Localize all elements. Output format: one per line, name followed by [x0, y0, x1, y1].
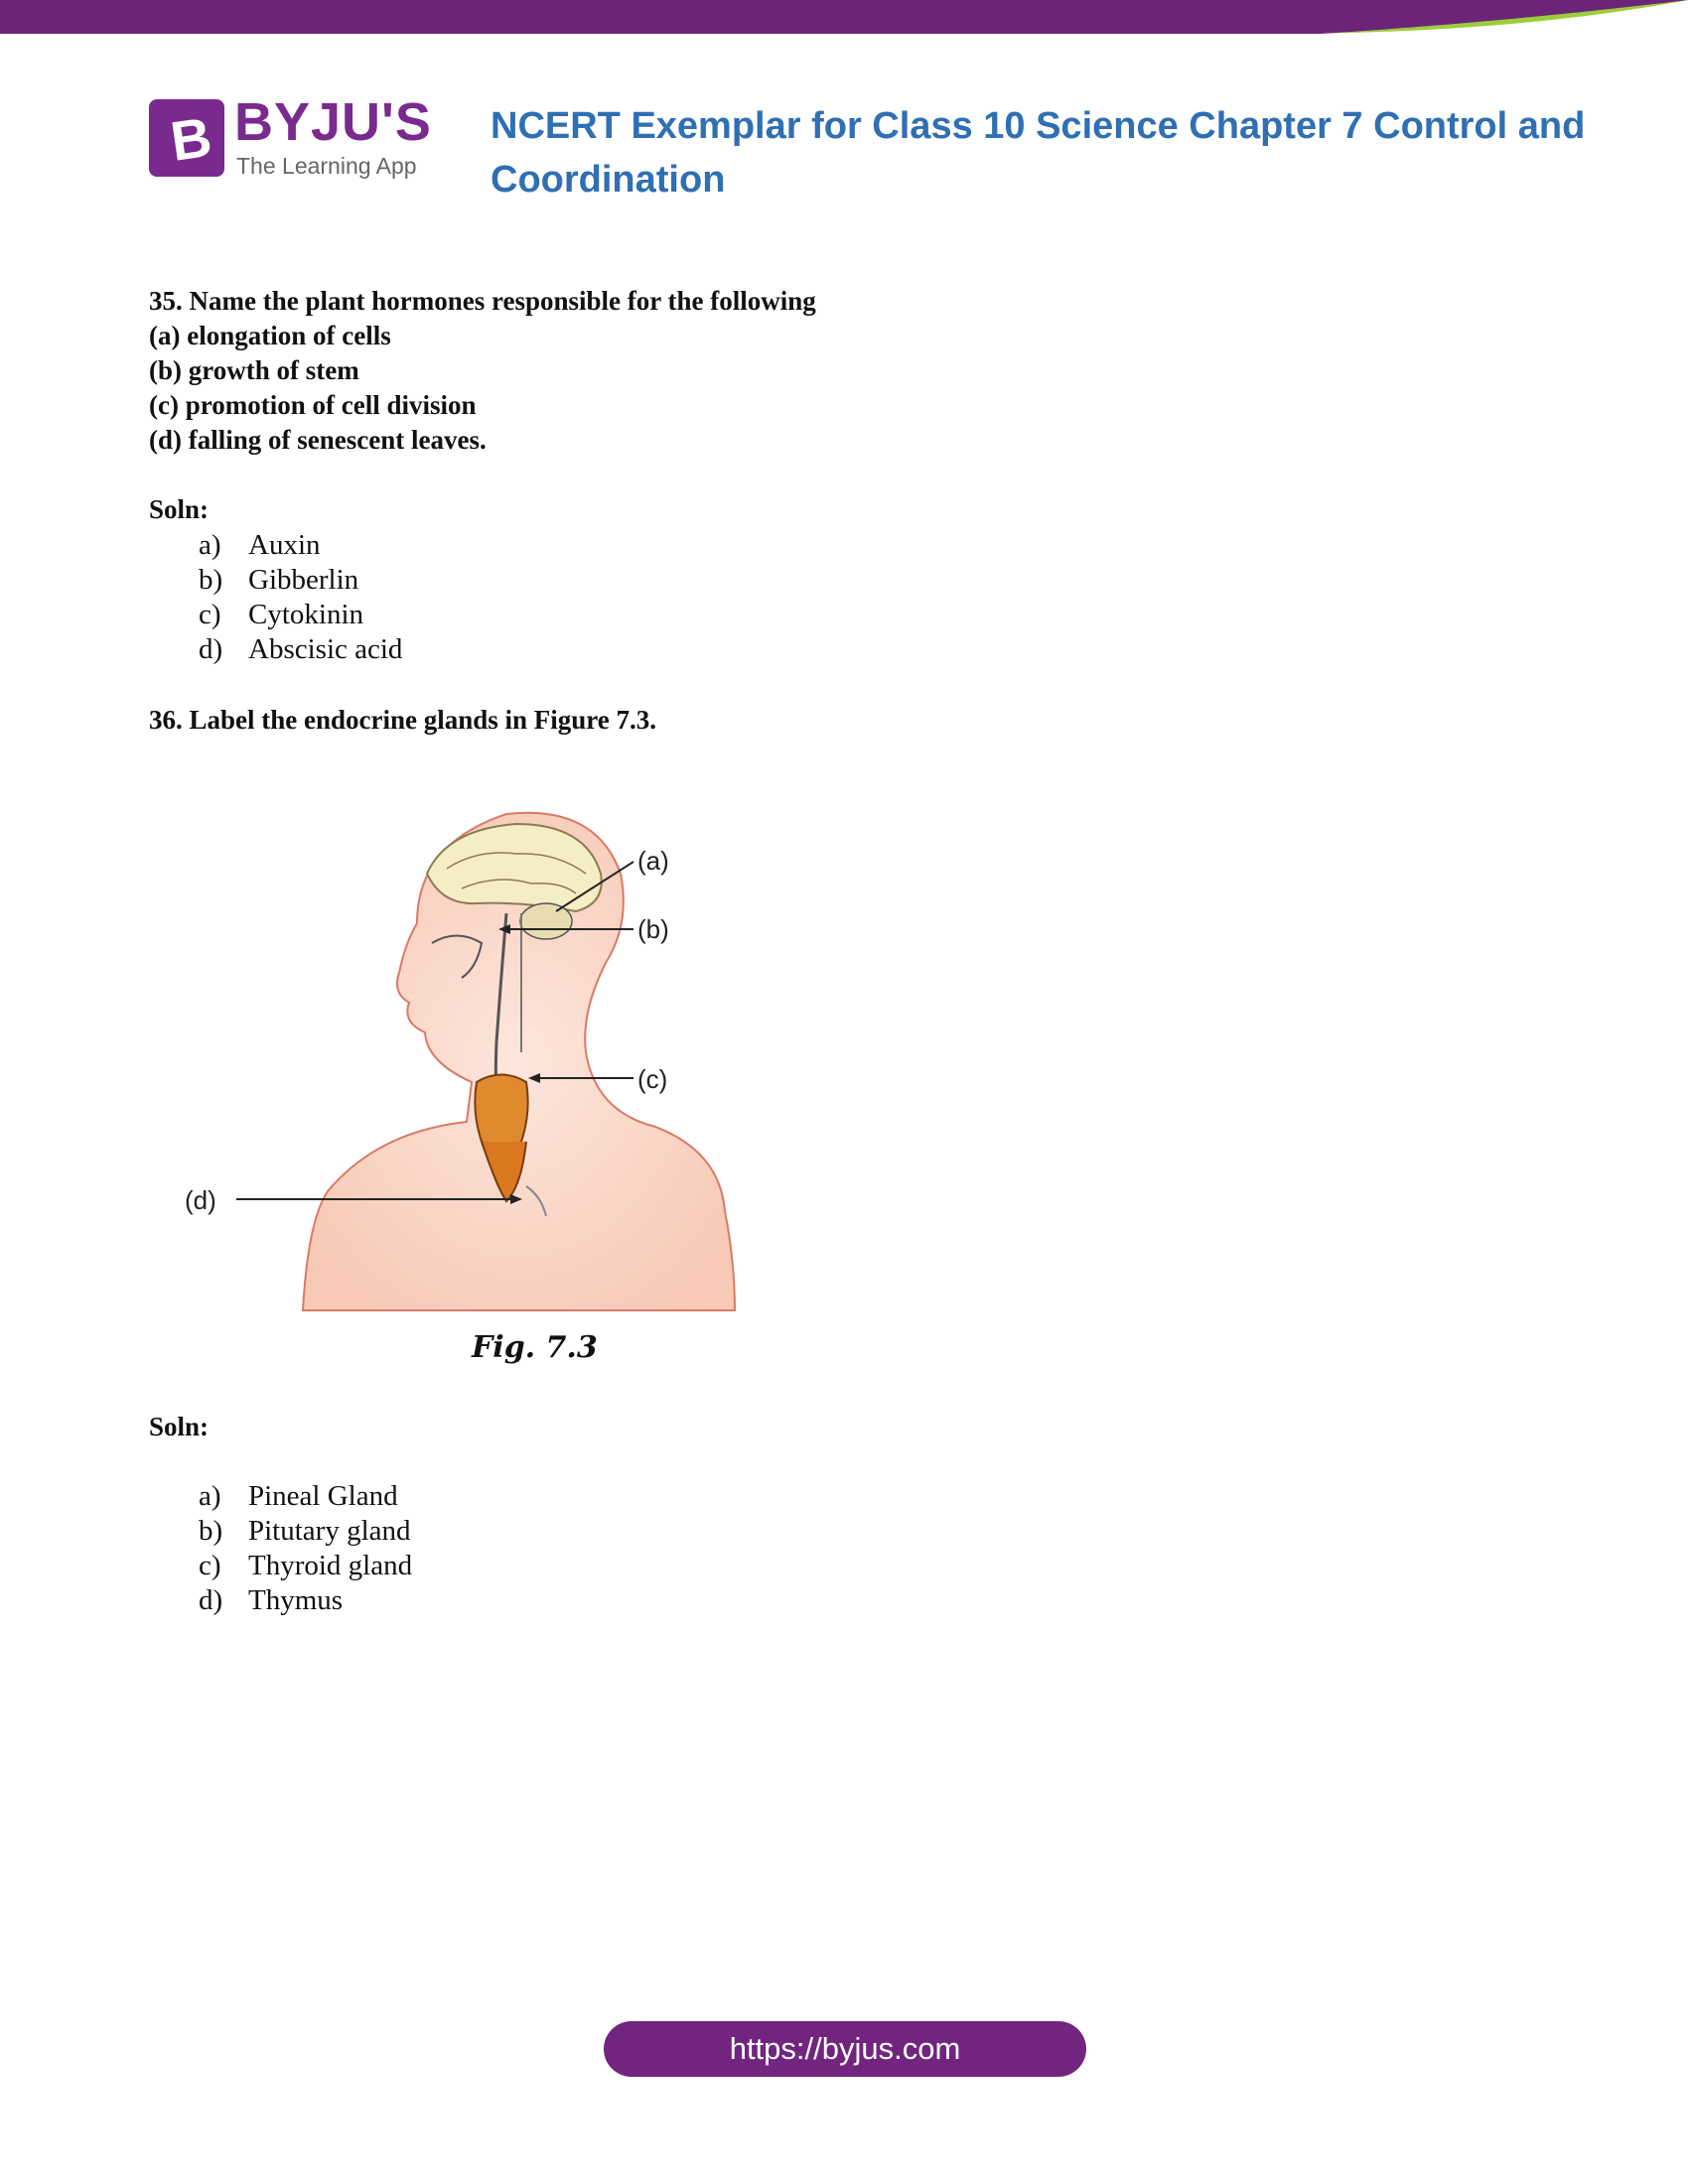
figure-label-d: (d): [185, 1185, 216, 1215]
answer-item: d) Thymus: [199, 1584, 344, 1616]
svg-text:B: B: [166, 104, 215, 173]
question-35: [149, 284, 816, 458]
question-text: 36. Label the endocrine glands in Figure 7.3.: [149, 705, 657, 735]
figure-caption: Fig. 7.3: [472, 1330, 598, 1365]
answer-list-36: [199, 1479, 412, 1618]
question-part: (b) growth of stem: [149, 355, 359, 385]
question-part: (c) promotion of cell division: [149, 390, 477, 420]
logo-b-icon: [149, 99, 224, 177]
thyroid: [475, 1075, 527, 1148]
answer-item: b) Gibberlin: [199, 564, 359, 596]
footer-url-link[interactable]: https://byjus.com: [604, 2021, 1086, 2077]
question-part: (a) elongation of cells: [149, 321, 391, 350]
answer-item: d) Abscisic acid: [199, 633, 403, 665]
header-band: [0, 0, 1688, 60]
page-title: NCERT Exemplar for Class 10 Science Chapter 7 Control and Coordination: [491, 105, 1586, 201]
answer-list-35: [199, 528, 402, 667]
question-text: 35. Name the plant hormones responsible for the following: [149, 286, 816, 316]
endocrine-glands-figure: [179, 794, 755, 1380]
answer-item: b) Pitutary gland: [199, 1515, 411, 1547]
logo-brand-text: BYJU'S: [234, 92, 432, 152]
figure-label-c: (c): [637, 1064, 668, 1094]
byjus-logo: [149, 92, 437, 183]
solution-label: Soln:: [149, 494, 210, 524]
answer-item: c) Thyroid gland: [199, 1550, 413, 1581]
logo-mark: [149, 99, 224, 177]
answer-item: c) Cytokinin: [199, 599, 364, 630]
logo-tagline: The Learning App: [236, 153, 417, 179]
question-36: [149, 703, 656, 738]
figure-label-b: (b): [637, 914, 669, 944]
solution-label: Soln:: [149, 1412, 210, 1441]
figure-label-a: (a): [637, 846, 669, 876]
answer-item: a) Pineal Gland: [199, 1480, 398, 1512]
answer-item: a) Auxin: [199, 529, 321, 561]
question-part: (d) falling of senescent leaves.: [149, 425, 487, 455]
